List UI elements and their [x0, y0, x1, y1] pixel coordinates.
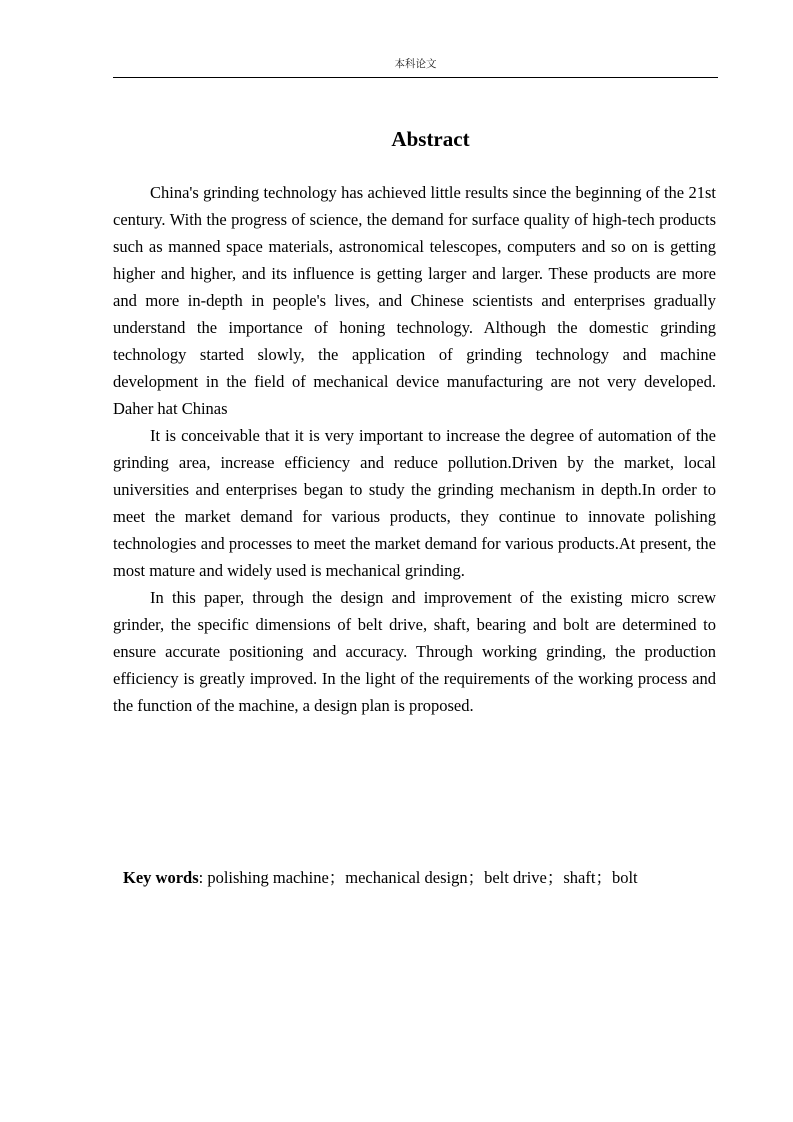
keywords-line — [123, 864, 733, 891]
header-title: 本科论文 — [394, 58, 437, 70]
page-header — [113, 56, 718, 78]
abstract-paragraph-2: It is conceivable that it is very important to increase the degree of automation of the grinding area, increase efficiency and reduce pollution.Driven by the market, local universities and enterprises began to study the grinding mechanism in depth.In order to meet the market demand for various products, they continue to innovate polishing technologies and processes to meet the market demand for various products.At present, the most mature and widely used is mechanical grinding. — [113, 426, 716, 580]
keywords-label: Key words — [123, 868, 199, 887]
abstract-body — [113, 179, 716, 719]
abstract-paragraph-1: China's grinding technology has achieved little results since the beginning of the 21st century. With the progress of science, the demand for surface quality of high-tech products such as manned space materials, astronomical telescopes, computers and so on is getting higher and higher, and its influence is getting larger and larger. These products are more and more in-depth in people's lives, and Chinese scientists and enterprises gradually understand the importance of honing technology. Although the domestic grinding technology started slowly, the application of grinding technology and machine development in the field of mechanical device manufacturing are not very developed. Daher hat Chinas — [113, 183, 716, 418]
abstract-title: Abstract — [391, 127, 470, 151]
abstract-paragraph-3: In this paper, through the design and improvement of the existing micro screw grinder, the specific dimensions of belt drive, shaft, bearing and bolt are determined to ensure accurate positioning and accuracy. Through working grinding, the production efficiency is greatly improved. In the light of the requirements of the working process and the function of the machine, a design plan is proposed. — [113, 588, 716, 715]
keywords-text: : polishing machine；mechanical design；belt drive；shaft；bolt — [198, 868, 638, 887]
